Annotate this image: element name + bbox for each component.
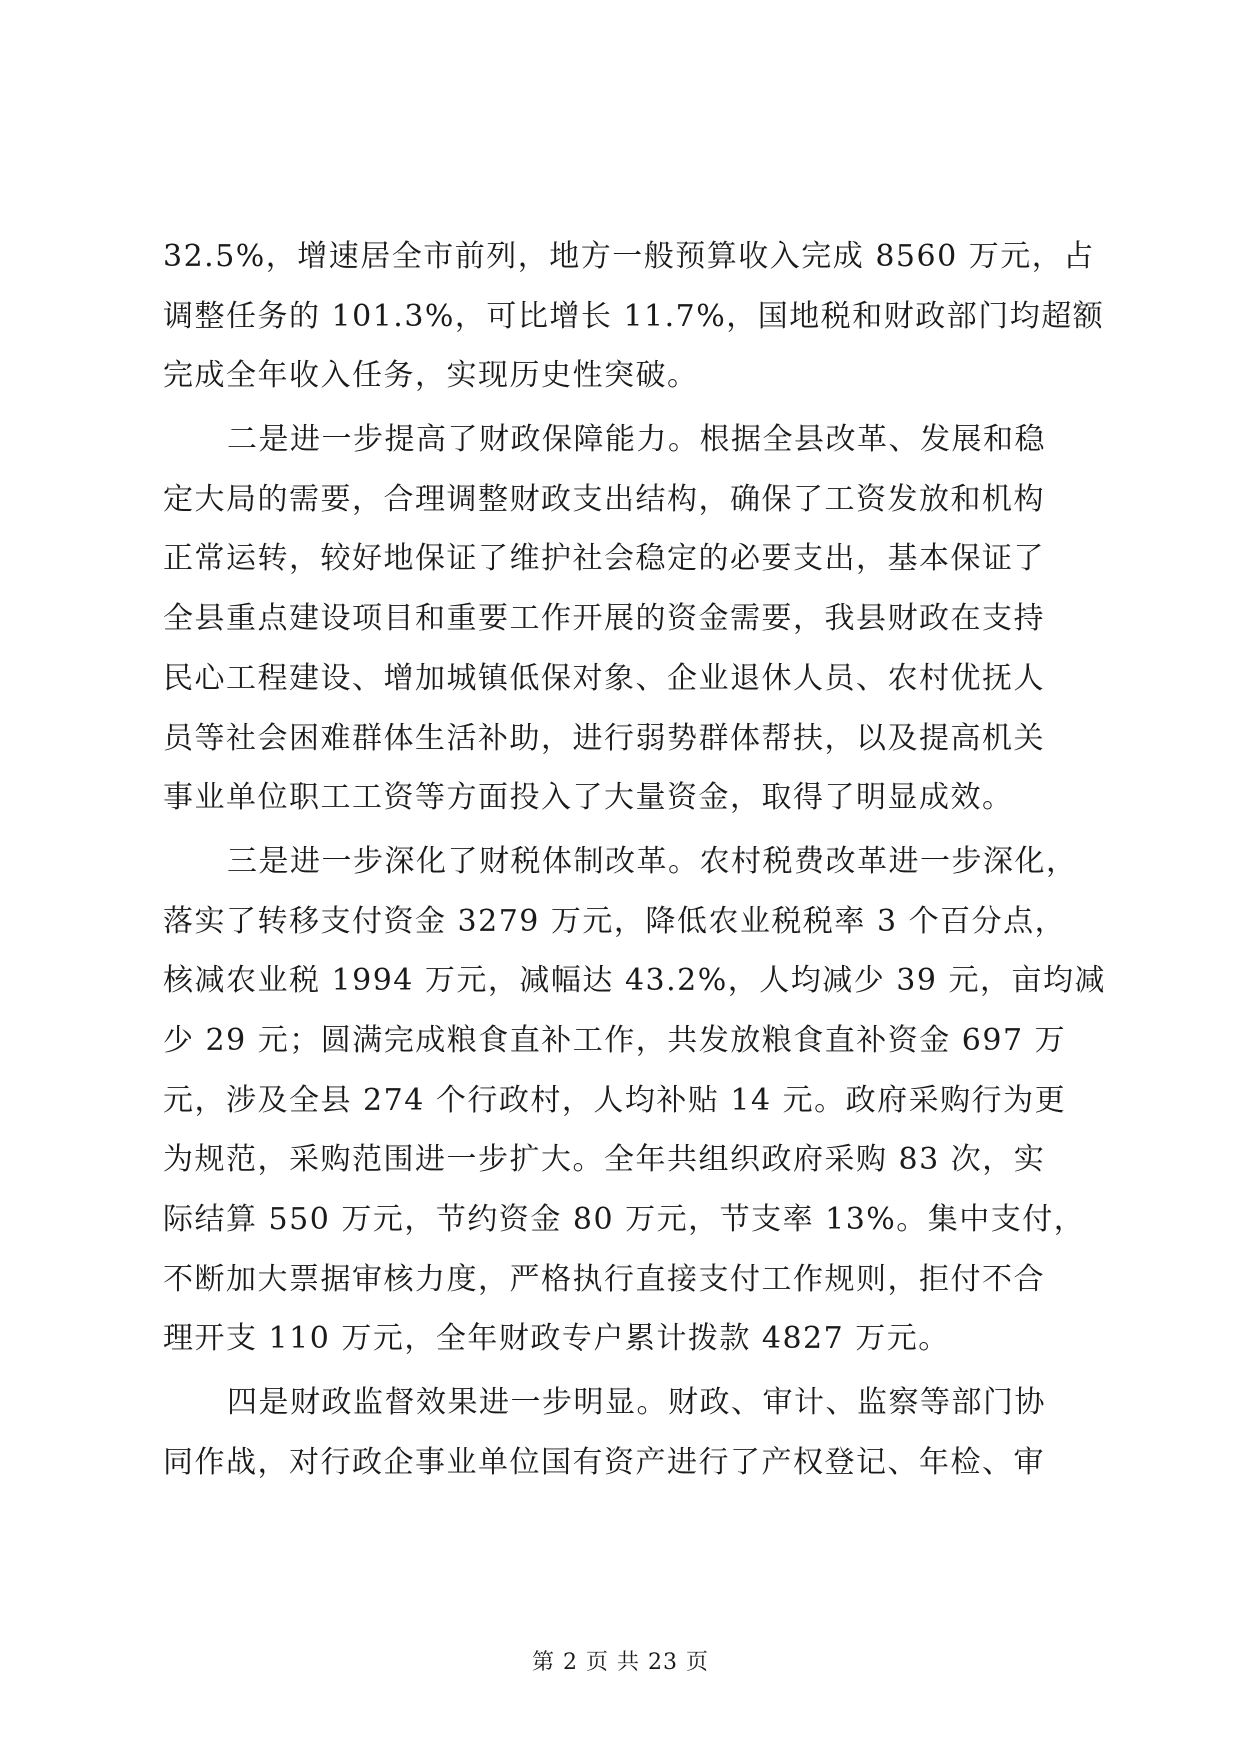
text-line: 事业单位职工工资等方面投入了大量资金，取得了明显成效。 [163, 780, 1014, 816]
paragraph-start-line: 四是财政监督效果进一步明显。财政、审计、监察等部门协 [227, 1385, 1046, 1421]
text-line: 定大局的需要，合理调整财政支出结构，确保了工资发放和机构 [163, 481, 1045, 517]
text-line: 同作战，对行政企事业单位国有资产进行了产权登记、年检、审 [163, 1444, 1045, 1480]
text-line: 调整任务的 101.3%，可比增长 11.7%，国地税和财政部门均超额 [163, 298, 1105, 334]
body-text [163, 227, 1107, 1492]
text-line: 元，涉及全县 274 个行政村，人均补贴 14 元。政府采购行为更 [163, 1082, 1067, 1118]
text-line: 32.5%，增速居全市前列，地方一般预算收入完成 8560 万元，占 [163, 239, 1095, 274]
paragraph-start-line: 三是进一步深化了财税体制改革。农村税费改革进一步深化， [227, 843, 1078, 879]
text-line: 少 29 元；圆满完成粮食直补工作，共发放粮食直补资金 697 万 [163, 1022, 1067, 1058]
text-line: 不断加大票据审核力度，严格执行直接支付工作规则，拒付不合 [163, 1261, 1045, 1297]
text-line: 核减农业税 1994 万元，减幅达 43.2%，人均减少 39 元，亩均减 [163, 963, 1107, 999]
page-footer: 第 2 页 共 23 页 [532, 1650, 709, 1675]
text-line: 理开支 110 万元，全年财政专户累计拨款 4827 万元。 [163, 1321, 950, 1357]
text-line: 落实了转移支付资金 3279 万元，降低农业税税率 3 个百分点， [163, 903, 1067, 939]
text-line: 员等社会困难群体生活补助，进行弱势群体帮扶，以及提高机关 [163, 720, 1045, 756]
text-line: 完成全年收入任务，实现历史性突破。 [163, 358, 699, 394]
paragraph-start-line: 二是进一步提高了财政保障能力。根据全县改革、发展和稳 [227, 422, 1046, 458]
text-line: 正常运转，较好地保证了维护社会稳定的必要支出，基本保证了 [163, 541, 1045, 577]
text-line: 际结算 550 万元，节约资金 80 万元，节支率 13%。集中支付， [163, 1202, 1086, 1237]
text-line: 全县重点建设项目和重要工作开展的资金需要，我县财政在支持 [163, 601, 1045, 637]
text-line: 为规范，采购范围进一步扩大。全年共组织政府采购 83 次，实 [163, 1142, 1046, 1178]
text-line: 民心工程建设、增加城镇低保对象、企业退休人员、农村优抚人 [163, 660, 1045, 696]
